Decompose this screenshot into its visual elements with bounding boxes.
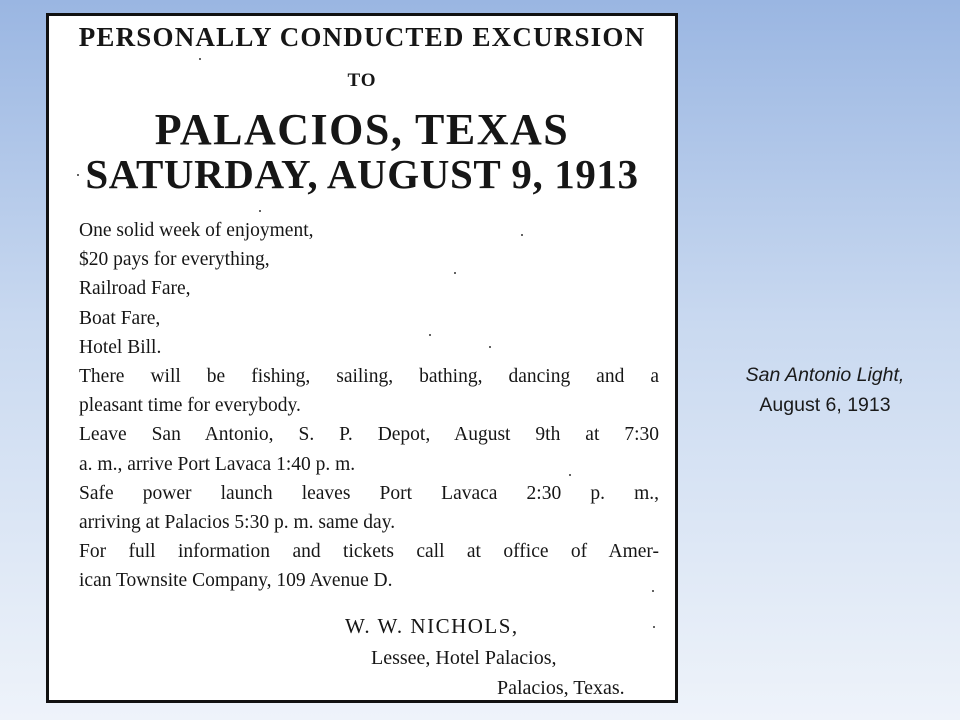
- print-speck: [489, 346, 491, 348]
- caption-source: San Antonio Light,: [745, 364, 905, 386]
- signature-place: Palacios, Texas.: [497, 677, 625, 699]
- print-speck: [653, 626, 655, 628]
- print-speck: [569, 474, 571, 476]
- caption-date: August 6, 1913: [759, 394, 891, 416]
- headline-date: SATURDAY, AUGUST 9, 1913: [85, 151, 639, 197]
- headline-destination: PALACIOS, TEXAS: [154, 105, 570, 154]
- signature-title: Lessee, Hotel Palacios,: [371, 647, 557, 669]
- newspaper-clipping: [46, 13, 678, 703]
- body-line: pleasant time for everybody.: [79, 395, 301, 417]
- body-line: Hotel Bill.: [79, 336, 162, 358]
- signature-name: W. W. NICHOLS,: [345, 614, 519, 638]
- print-speck: [77, 174, 79, 176]
- advertisement-body: [79, 216, 659, 596]
- body-line: Safe power launch leaves Port Lavaca 2:30 p. m.,: [79, 482, 659, 504]
- headline-to: TO: [347, 70, 377, 91]
- body-line: arriving at Palacios 5:30 p. m. same day.: [79, 512, 396, 534]
- headline-excursion: PERSONALLY CONDUCTED EXCURSION: [78, 22, 646, 52]
- body-line: ican Townsite Company, 109 Avenue D.: [79, 570, 393, 592]
- body-line: Leave San Antonio, S. P. Depot, August 9th at 7:30: [79, 424, 659, 446]
- body-line: One solid week of enjoyment,: [79, 220, 314, 241]
- body-line: For full information and tickets call at office of Amer-: [79, 541, 659, 563]
- body-line: a. m., arrive Port Lavaca 1:40 p. m.: [79, 453, 356, 475]
- body-line: There will be fishing, sailing, bathing, dancing and a: [79, 366, 659, 388]
- body-line: Railroad Fare,: [79, 278, 191, 300]
- print-speck: [429, 334, 431, 336]
- body-line: $20 pays for everything,: [79, 249, 270, 271]
- print-speck: [259, 210, 261, 212]
- print-speck: [454, 272, 456, 274]
- print-speck: [521, 234, 523, 236]
- body-line: Boat Fare,: [79, 307, 161, 329]
- print-speck: [199, 58, 201, 60]
- print-speck: [652, 590, 654, 592]
